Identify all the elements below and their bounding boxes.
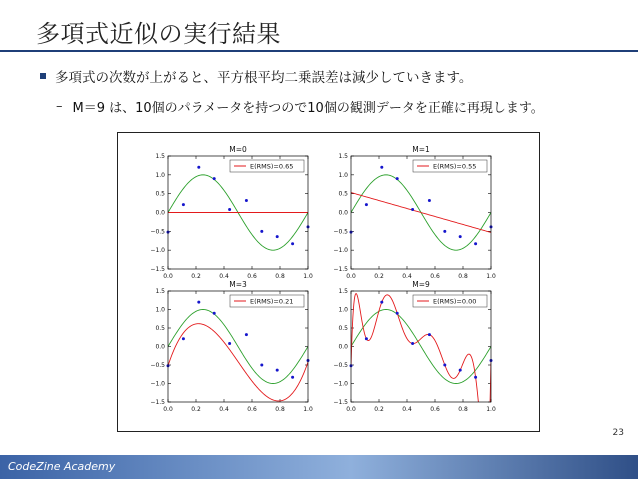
data-point <box>260 230 263 233</box>
true-curve-line <box>168 310 308 384</box>
data-point <box>182 203 185 206</box>
data-point <box>380 301 383 304</box>
x-tick-label: 0.4 <box>219 406 229 413</box>
y-tick-label: 1.0 <box>155 171 165 179</box>
y-tick-label: −1.0 <box>333 247 348 255</box>
data-point <box>291 242 294 245</box>
y-tick-label: 1.5 <box>155 288 165 295</box>
y-tick-label: −1.0 <box>150 247 165 255</box>
x-tick-label: 0.0 <box>346 273 356 280</box>
data-point <box>260 364 263 367</box>
y-tick-label: 1.5 <box>338 153 348 160</box>
sub-bullet-line <box>56 97 544 116</box>
x-tick-label: 1.0 <box>486 406 496 413</box>
y-tick-label: 1.5 <box>155 153 165 160</box>
subplot-title: M=0 <box>229 145 247 154</box>
y-tick-label: 0.0 <box>338 343 348 351</box>
figure-frame <box>117 132 540 432</box>
x-tick-label: 0.2 <box>191 406 201 413</box>
x-tick-label: 0.6 <box>430 406 440 413</box>
legend-label: E(RMS)=0.21 <box>250 297 294 306</box>
x-tick-label: 0.4 <box>402 273 412 280</box>
data-point <box>276 235 279 238</box>
data-point <box>380 166 383 169</box>
y-tick-label: 0.5 <box>155 325 165 332</box>
bullet-line <box>40 66 472 86</box>
subplot-m0 <box>150 145 313 280</box>
y-tick-label: −1.5 <box>333 266 348 273</box>
data-point <box>443 230 446 233</box>
subplot-title: M=9 <box>412 280 430 289</box>
x-tick-label: 0.6 <box>247 273 257 280</box>
y-tick-label: 0.0 <box>338 209 348 217</box>
data-point <box>428 199 431 202</box>
x-tick-label: 0.8 <box>275 406 285 413</box>
plots-figure <box>118 133 539 431</box>
x-tick-label: 0.8 <box>458 273 468 280</box>
y-tick-label: −0.5 <box>333 228 348 236</box>
data-point <box>474 376 477 379</box>
legend-label: E(RMS)=0.65 <box>250 162 294 171</box>
y-tick-label: 0.5 <box>155 190 165 198</box>
data-point <box>213 312 216 315</box>
y-tick-label: 0.5 <box>338 190 348 198</box>
slide-title: 多項式近似の実行結果 <box>36 20 281 48</box>
data-point <box>291 376 294 379</box>
data-point <box>443 364 446 367</box>
legend-label: E(RMS)=0.55 <box>433 162 477 171</box>
data-point <box>197 301 200 304</box>
data-point <box>365 337 368 340</box>
y-tick-label: 0.0 <box>155 209 165 217</box>
y-tick-label: −1.0 <box>150 380 165 388</box>
fitted-curve-line <box>351 294 491 431</box>
y-tick-label: 0.5 <box>338 325 348 332</box>
title-rule <box>0 50 638 52</box>
subplot-m9 <box>333 280 496 431</box>
y-tick-label: 1.5 <box>338 288 348 295</box>
data-point <box>228 208 231 211</box>
data-point <box>182 337 185 340</box>
data-point <box>396 312 399 315</box>
x-tick-label: 0.4 <box>402 406 412 413</box>
subplot-title: M=1 <box>412 145 430 154</box>
data-point <box>411 342 414 345</box>
data-point <box>459 369 462 372</box>
y-tick-label: 1.0 <box>338 171 348 179</box>
x-tick-label: 1.0 <box>303 406 313 413</box>
y-tick-label: −1.5 <box>150 399 165 406</box>
x-tick-label: 0.6 <box>247 406 257 413</box>
data-point <box>276 369 279 372</box>
data-point <box>228 342 231 345</box>
x-tick-label: 0.8 <box>458 406 468 413</box>
x-tick-label: 0.4 <box>219 273 229 280</box>
dash-bullet-icon: – <box>56 99 63 114</box>
x-tick-label: 0.2 <box>191 273 201 280</box>
x-tick-label: 1.0 <box>303 273 313 280</box>
fitted-curve-line <box>168 324 308 401</box>
data-point <box>245 333 248 336</box>
x-tick-label: 1.0 <box>486 273 496 280</box>
subplot-m1 <box>333 145 496 280</box>
footer-text: CodeZine Academy <box>8 460 116 473</box>
data-point <box>474 242 477 245</box>
y-tick-label: −1.5 <box>150 266 165 273</box>
data-point <box>213 177 216 180</box>
bullet-text: 多項式の次数が上がると、平方根平均二乗誤差は減少していきます。 <box>55 70 473 86</box>
page-number: 23 <box>612 428 624 438</box>
y-tick-label: 0.0 <box>155 343 165 351</box>
x-tick-label: 0.0 <box>346 406 356 413</box>
y-tick-label: 1.0 <box>338 306 348 314</box>
x-tick-label: 0.2 <box>374 406 384 413</box>
data-point <box>428 333 431 336</box>
x-tick-label: 0.6 <box>430 273 440 280</box>
subplot-m3 <box>150 280 313 413</box>
y-tick-label: 1.0 <box>155 306 165 314</box>
y-tick-label: −1.0 <box>333 380 348 388</box>
data-point <box>396 177 399 180</box>
fitted-curve-line <box>351 193 491 233</box>
y-tick-label: −1.5 <box>333 399 348 406</box>
x-tick-label: 0.8 <box>275 273 285 280</box>
data-point <box>197 166 200 169</box>
x-tick-label: 0.0 <box>163 273 173 280</box>
legend-label: E(RMS)=0.00 <box>433 297 477 306</box>
square-bullet-icon <box>40 73 46 79</box>
y-tick-label: −0.5 <box>150 228 165 236</box>
data-point <box>411 208 414 211</box>
true-curve-line <box>351 310 491 384</box>
x-tick-label: 0.2 <box>374 273 384 280</box>
x-tick-label: 0.0 <box>163 406 173 413</box>
footer-bar <box>0 455 638 479</box>
y-tick-label: −0.5 <box>333 362 348 369</box>
subplot-title: M=3 <box>229 280 247 289</box>
sub-bullet-text: M＝9 は、10個のパラメータを持つので10個の観測データを正確に再現します。 <box>72 101 544 116</box>
data-point <box>245 199 248 202</box>
y-tick-label: −0.5 <box>150 362 165 369</box>
data-point <box>365 203 368 206</box>
data-point <box>459 235 462 238</box>
